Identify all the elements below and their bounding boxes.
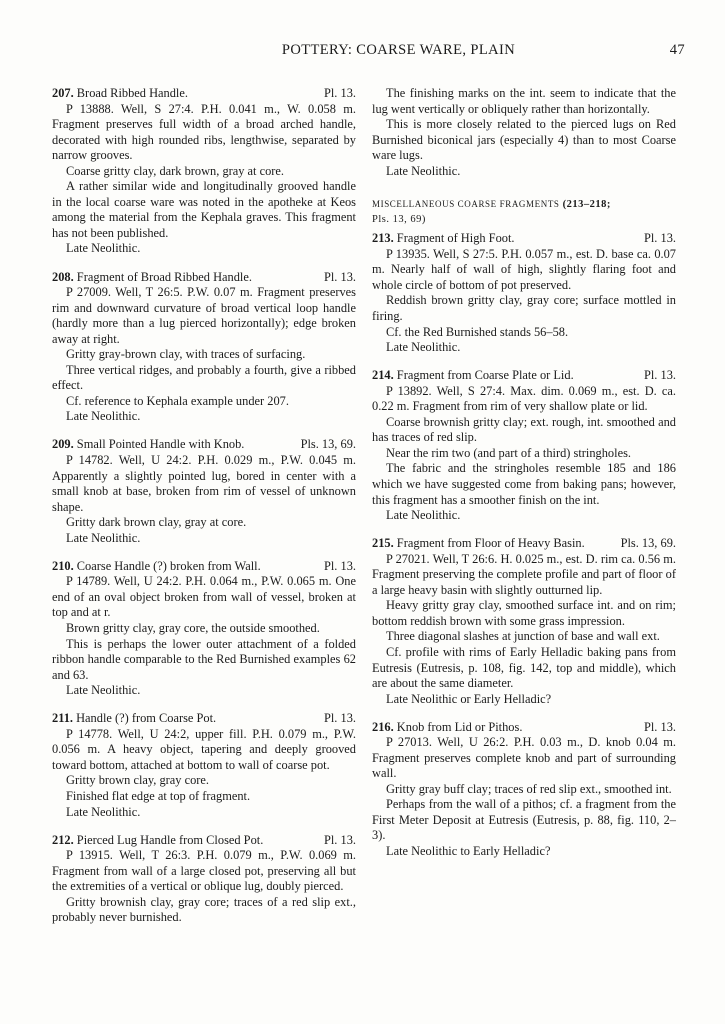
right-column [372,86,676,872]
entry-date: Late Neolithic. [66,409,141,424]
page-number: 47 [669,42,685,58]
entry-heading [52,86,356,102]
section-heading-plates: Pls. 13, 69) [372,214,426,226]
entry-paragraph: Gritty dark brown clay, gray at core. [66,515,247,530]
plate-reference: Pl. 13. [323,269,356,284]
left-column [52,86,356,938]
entry-title: Handle (?) from Coarse Pot. [76,711,217,726]
entry-paragraph: P 13892. Well, S 27:4. Max. dim. 0.069 m., est. D. ca. 0.22 m. Fragment from rim of very shallow plate or lid. [372,383,676,414]
entry-paragraph: A rather similar wide and longitudinally grooved handle in the local coarse ware was noted in the apotheke at Keos among the material from the Kephala graves. This fragment has not been published. [52,179,356,240]
entry-date: Late Neolithic. [386,163,461,178]
plate-reference: Pl. 13. [323,832,356,847]
entry-paragraph: Heavy gritty gray clay, smoothed surface int. and on rim; bottom reddish brown with some grass impression. [372,598,676,628]
entry-title: Broad Ribbed Handle. [76,86,188,100]
entry-paragraph: P 27021. Well, T 26:6. H. 0.025 m., est. D. rim ca. 0.56 m. Fragment preserving the complete profile and part of floor of a large heavy basin with slightly outturned lip. [372,551,676,597]
entry-paragraph: The fabric and the stringholes resemble 185 and 186 which we have suggested come from baking pans; however, this fragment has a smoother finish on the int. [372,461,676,507]
entry-paragraph: Coarse gritty clay, dark brown, gray at core. [66,163,285,178]
catalogue-entry-212 [52,833,356,926]
entry-paragraph: Perhaps from the wall of a pithos; cf. a fragment from the First Meter Deposit at Eutresis (Eutresis, p. 88, fig. 110, 2–3). [372,797,676,843]
entry-paragraph: Gritty brownish clay, gray core; traces of a red slip ext., probably never burnished. [52,894,356,925]
entry-number: 209. [52,437,74,452]
entry-paragraph: P 27009. Well, T 26:5. P.W. 0.07 m. Fragment preserves rim and downward curvature of broad vertical loop handle (hardly more than a lug pierced horizontally); edge broken away at right. [52,285,356,346]
catalogue-entry-215 [372,536,676,707]
entry-paragraph: Gritty gray-brown clay, with traces of surfacing. [66,347,306,362]
plate-reference: Pl. 13. [643,368,676,383]
entry-212-continuation [372,86,676,179]
entry-date: Late Neolithic. [386,340,461,355]
entry-paragraph: Cf. reference to Kephala example under 207. [66,393,289,408]
plate-reference: Pls. 13, 69. [300,437,356,452]
entry-heading [52,559,356,575]
entry-number: 212. [52,832,74,847]
catalogue-entry-207 [52,86,356,257]
entry-date: Late Neolithic. [66,804,141,819]
entry-paragraph: Cf. profile with rims of Early Helladic baking pans from Eutresis (Eutresis, p. 108, fig. 142, top and middle), which are about the same diameter. [372,644,676,691]
entry-paragraph: Finished flat edge at top of fragment. [66,788,251,803]
catalogue-entry-210 [52,559,356,699]
entry-date: Late Neolithic. [66,241,141,256]
catalogue-entry-216 [372,720,676,860]
entry-title: Pierced Lug Handle from Closed Pot. [76,832,264,847]
entry-paragraph: Three diagonal slashes at junction of base and wall ext. [386,629,660,644]
entry-paragraph: Reddish brown gritty clay, gray core; surface mottled in firing. [372,293,676,324]
section-heading-label: MISCELLANEOUS COARSE FRAGMENTS [372,199,560,210]
entry-heading [372,720,676,736]
plate-reference: Pl. 13. [323,711,356,726]
entry-date: Late Neolithic. [386,508,461,523]
entry-paragraph: P 27013. Well, U 26:2. P.H. 0.03 m., D. knob 0.04 m. Fragment preserves complete knob and part of surrounding wall. [372,735,676,781]
section-heading [372,197,676,227]
entry-paragraph: P 14782. Well, U 24:2. P.H. 0.029 m., P.W. 0.045 m. Apparently a slightly pointed lug, bored in center with a small knob at base, broken from rim of vessel of unknown shape. [52,453,356,514]
entry-paragraph: Three vertical ridges, and probably a fourth, give a ribbed effect. [52,362,356,393]
entry-paragraph: P 14778. Well, U 24:2, upper fill. P.H. 0.079 m., P.W. 0.056 m. A heavy object, tapering and deeply grooved toward bottom, attached at bottom to wall of coarse pot. [52,726,356,772]
entry-paragraph: The finishing marks on the int. seem to indicate that the lug went vertically or obliquely rather than horizontally. [372,86,676,116]
entry-number: 208. [52,269,74,284]
entry-number: 213. [372,231,394,246]
plate-reference: Pl. 13. [643,719,676,734]
catalogue-entry-208 [52,270,356,425]
catalogue-entry-211 [52,711,356,820]
entry-date: Late Neolithic to Early Helladic? [386,844,551,859]
section-heading-range: (213–218; [562,199,611,211]
entry-paragraph: P 13935. Well, S 27:5. P.H. 0.057 m., est. D. base ca. 0.07 m. Nearly half of wall of high, slightly flaring foot and whole circle of bottom of pot preserved. [372,246,676,292]
plate-reference: Pl. 13. [323,86,356,100]
entry-paragraph: P 14789. Well, U 24:2. P.H. 0.064 m., P.W. 0.065 m. One end of an oval object broken from wall of vessel, broken at top and at r. [52,574,356,620]
entry-number: 215. [372,536,394,551]
entry-paragraph: Cf. the Red Burnished stands 56–58. [386,324,569,339]
entry-heading [52,833,356,849]
entry-paragraph: Gritty brown clay, gray core. [66,773,210,788]
catalogue-entry-209 [52,437,356,546]
entry-heading [372,231,676,247]
entry-title: Fragment of Broad Ribbed Handle. [76,269,252,284]
entry-paragraph: Coarse brownish gritty clay; ext. rough, int. smoothed and has traces of red slip. [372,414,676,445]
entry-paragraph: This is perhaps the lower outer attachment of a folded ribbon handle comparable to the Red Burnished examples 62 and 63. [52,636,356,682]
running-title: POTTERY: COARSE WARE, PLAIN [281,42,516,58]
entry-number: 214. [372,368,394,383]
entry-paragraph: P 13915. Well, T 26:3. P.H. 0.079 m., P.W. 0.069 m. Fragment from wall of a large closed pot, preserving all but the extremities of a vertical or oblique lug, doubly pierced. [52,848,356,894]
entry-title: Coarse Handle (?) broken from Wall. [76,558,261,573]
plate-reference: Pl. 13. [323,558,356,573]
entry-title: Fragment from Coarse Plate or Lid. [396,368,574,383]
entry-number: 207. [52,86,74,100]
entry-number: 211. [52,711,73,726]
entry-heading [52,270,356,286]
plate-reference: Pl. 13. [643,231,676,246]
entry-heading [52,437,356,453]
entry-paragraph: Gritty gray buff clay; traces of red slip ext., smoothed int. [386,781,672,796]
entry-number: 210. [52,558,74,573]
entry-paragraph: P 13888. Well, S 27:4. P.H. 0.041 m., W. 0.058 m. Fragment preserves full width of a broad arched handle, decorated with high rounded ribs, lengthwise, separated by narrow grooves. [52,101,356,163]
entry-title: Small Pointed Handle with Knob. [76,437,245,452]
entry-title: Fragment from Floor of Heavy Basin. [396,536,585,551]
entry-paragraph: Brown gritty clay, gray core, the outside smoothed. [66,621,320,635]
entry-number: 216. [372,719,394,734]
entry-date: Late Neolithic. [66,530,141,545]
entry-date: Late Neolithic. [66,683,141,698]
catalogue-entry-213 [372,231,676,355]
entry-paragraph: Near the rim two (and part of a third) stringholes. [386,445,631,460]
entry-date: Late Neolithic or Early Helladic? [386,691,552,706]
entry-heading [372,536,676,552]
catalogue-entry-214 [372,368,676,523]
entry-title: Knob from Lid or Pithos. [396,719,523,734]
entry-paragraph: This is more closely related to the pierced lugs on Red Burnished biconical jars (especially 4) than to most Coarse ware lugs. [372,117,676,163]
entry-heading [372,368,676,384]
plate-reference: Pls. 13, 69. [620,536,676,551]
running-head [52,42,685,62]
entry-title: Fragment of High Foot. [396,231,515,246]
entry-heading [52,711,356,727]
